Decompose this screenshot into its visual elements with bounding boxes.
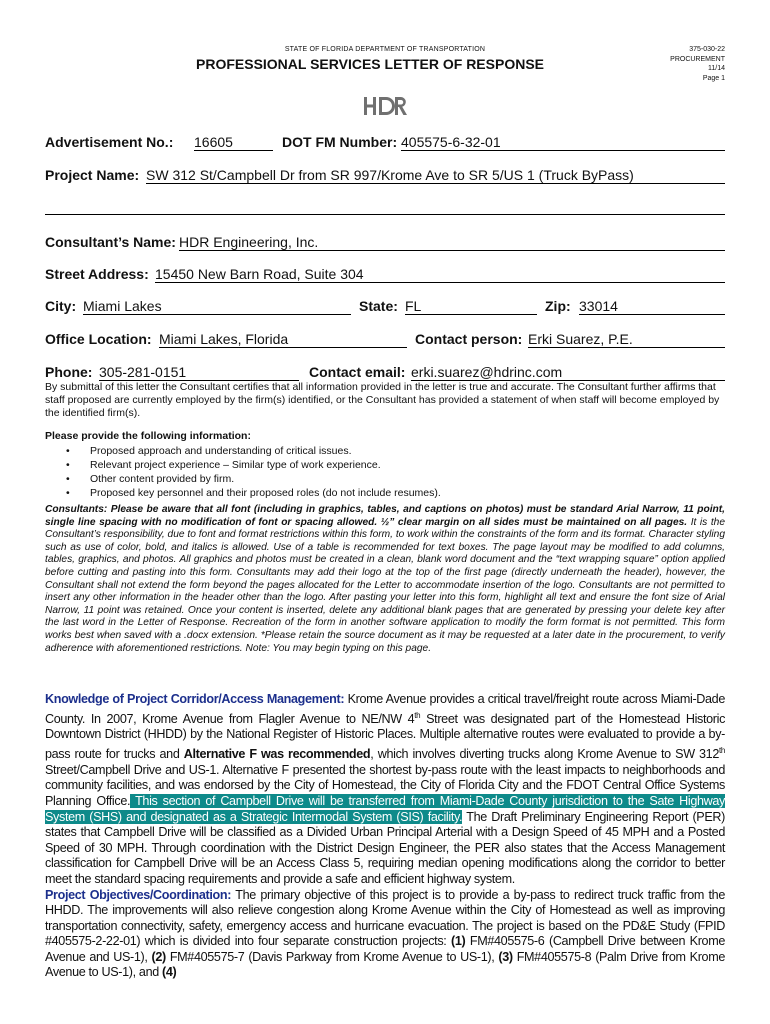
- phone-email-row: [45, 364, 725, 382]
- list-item: • Other content provided by firm.: [64, 472, 441, 486]
- formatting-instructions: [45, 504, 725, 655]
- form-category: PROCUREMENT: [670, 55, 725, 63]
- office-contact-row: [45, 331, 725, 349]
- advertisement-value: 16605: [194, 134, 233, 150]
- city-value: Miami Lakes: [83, 298, 162, 314]
- office-location-label: Office Location:: [45, 331, 152, 347]
- instructions-emphasis: Consultants: Please be aware that all font (including in graphics, tables, and captions on photos) must be standard Arial Narrow, 11 point, single line spacing with no modification of font or spacing allowed. ½” clear margin on all sides must be maintained on all pages.: [45, 504, 725, 528]
- project-name-value: SW 312 St/Campbell Dr from SR 997/Krome Ave to SR 5/US 1 (Truck ByPass): [146, 167, 634, 183]
- consultant-row: [45, 234, 725, 252]
- section-project-objectives: Project Objectives/Coordination: The primary objective of this project is to provide a by-pass to redirect truck traffic from the HHDD. The improvements will also relieve congestion along Krome Avenue within the City of Homestead as well as improving transportation connectivity, safety, emergency access and hurricane evacuation. The project is based on the PD&E Study (FPID #405575-2-22-01) which is divided into four separate construction projects: (1) FM#405575-6 (Campbell Drive between Krome Avenue and US-1), (2) FM#405575-7 (Davis Parkway from Krome Avenue to US-1), (3) FM#405575-8 (Palm Drive from Krome Avenue to US-1), and (4): [45, 887, 725, 980]
- hdr-logo: [364, 95, 408, 117]
- state-label: State:: [359, 298, 398, 314]
- contact-email-label: Contact email:: [309, 364, 406, 380]
- consultant-name-label: Consultant’s Name:: [45, 234, 176, 250]
- project-name-continuation-line: [45, 214, 725, 215]
- list-item: • Relevant project experience – Similar type of work experience.: [64, 458, 441, 472]
- form-number: 375-030-22: [689, 46, 725, 53]
- consultant-name-value: HDR Engineering, Inc.: [179, 234, 319, 250]
- list-item: • Proposed approach and understanding of critical issues.: [64, 444, 441, 458]
- city-label: City:: [45, 298, 77, 314]
- office-location-value: Miami Lakes, Florida: [159, 331, 289, 347]
- agency-name: STATE OF FLORIDA DEPARTMENT OF TRANSPORTATION: [284, 46, 486, 53]
- list-item: • Proposed key personnel and their proposed roles (do not include resumes).: [64, 486, 441, 500]
- fm-number-value: 405575-6-32-01: [401, 134, 501, 150]
- document-title: PROFESSIONAL SERVICES LETTER OF RESPONSE: [196, 56, 544, 72]
- street-address-value: 15450 New Barn Road, Suite 304: [155, 266, 364, 282]
- alternative-f-emphasis: Alternative F was recommended: [183, 747, 371, 762]
- phone-value: 305-281-0151: [99, 364, 187, 380]
- project-name-label: Project Name:: [45, 167, 140, 183]
- form-revision: 11/14: [708, 65, 725, 72]
- zip-value: 33014: [579, 298, 618, 314]
- certification-statement: By submittal of this letter the Consultant certifies that all information provided in the letter is true and accurate. The Consultant further affirms that staff proposed are currently employed by the firm(s) identified, or the Consultant has provided a statement of when staff will become employed by the identified firm(s).: [45, 381, 720, 419]
- page-number: Page 1: [702, 74, 725, 82]
- instructions-body: It is the Consultant’s responsibility, due to font and format restrictions within this form, to work within the constraints of the form and its format. Character styling such as use of color, bold, and italics is allowed. Use of a table is recommended for text boxes. The page layout may be modified to add columns, tables, graphics, and photos. All graphics and photos must be created in a clean, blank word document and the “text wrapping square” option applied before cutting and pasting into this form. Consultants may add their logo at the top of the first page (directly underneath the header), however, the Consultant shall not extend the form beyond the pages allocated for the Letter to accommodate insertion of the logo. Consultants are not permitted to insert any other information in the header other than the logo. After pasting your letter into this form, highlight all text and ensure the font size of Arial Narrow, 11 point was retained. Once your content is inserted, delete any additional blank pages that are generated by pressing your delete key after the last word in the Letter of Response. Recreation of the form in another software application to modify the form format is not permitted. This form works best when saved with a .docx extension. *Please retain the source document as it may be requested at a later date in the procurement, to verify adherence with aforementioned restrictions. Note: You may begin typing on this page.: [45, 516, 726, 654]
- highlighted-text: This section of Campbell Drive will be transferred from Miami-Dade County jurisdiction to the Sate Highway System (SHS) and designated as a Strategic Intermodal System (SIS) facility.: [45, 793, 725, 824]
- section-corridor-knowledge: Knowledge of Project Corridor/Access Management: Krome Avenue provides a critical travel/freight route across Miami-Dade County. In 2007, Krome Avenue from Flagler Avenue to NE/NW 4th Street was designated part of the Homestead Historic Downtown District (HHDD) by the National Register of Historic Places. Multiple alternative routes were evaluated to provide a by-pass route for trucks and Alternative F was recommended, which involves diverting trucks along Krome Avenue to SW 312th Street/Campbell Drive and US-1. Alternative F presented the shortest by-pass route with the least impacts to neighborhoods and community facilities, and was endorsed by the City of Homestead, the City of Florida City and the FDOT Central Office Systems Planning Office. This section of Campbell Drive will be transferred from Miami-Dade County jurisdiction to the Sate Highway System (SHS) and designated as a Strategic Intermodal System (SIS) facility. The Draft Preliminary Engineering Report (PER) states that Campbell Drive will be classified as a Divided Urban Principal Arterial with a Design Speed of 45 MPH and a Posted Speed of 30 MPH. Through coordination with the District Design Engineer, the PER also states that the Access Management classification for Campbell Drive will be an Access Class 5, requiring median opening modifications along the corridor to better meet the standard spacing requirements and provide a safe and efficient highway system.: [45, 692, 726, 886]
- fm-number-label: DOT FM Number:: [282, 134, 398, 150]
- info-list: [64, 444, 441, 500]
- contact-person-label: Contact person:: [415, 331, 523, 347]
- phone-label: Phone:: [45, 364, 93, 380]
- letter-body: [45, 692, 725, 981]
- section-heading: Project Objectives/Coordination:: [45, 887, 232, 902]
- street-row: [45, 266, 725, 284]
- project-name-row: [45, 167, 725, 185]
- state-value: FL: [405, 298, 422, 314]
- section-heading: Knowledge of Project Corridor/Access Management:: [45, 692, 345, 706]
- form-meta: [605, 45, 725, 83]
- advertisement-label: Advertisement No.:: [45, 134, 174, 150]
- info-heading: Please provide the following information:: [45, 430, 251, 442]
- street-address-label: Street Address:: [45, 266, 149, 282]
- advertisement-row: [45, 134, 725, 152]
- contact-person-value: Erki Suarez, P.E.: [528, 331, 633, 347]
- zip-label: Zip:: [545, 298, 571, 314]
- contact-email-value: erki.suarez@hdrinc.com: [411, 364, 563, 380]
- city-state-zip-row: [45, 298, 725, 316]
